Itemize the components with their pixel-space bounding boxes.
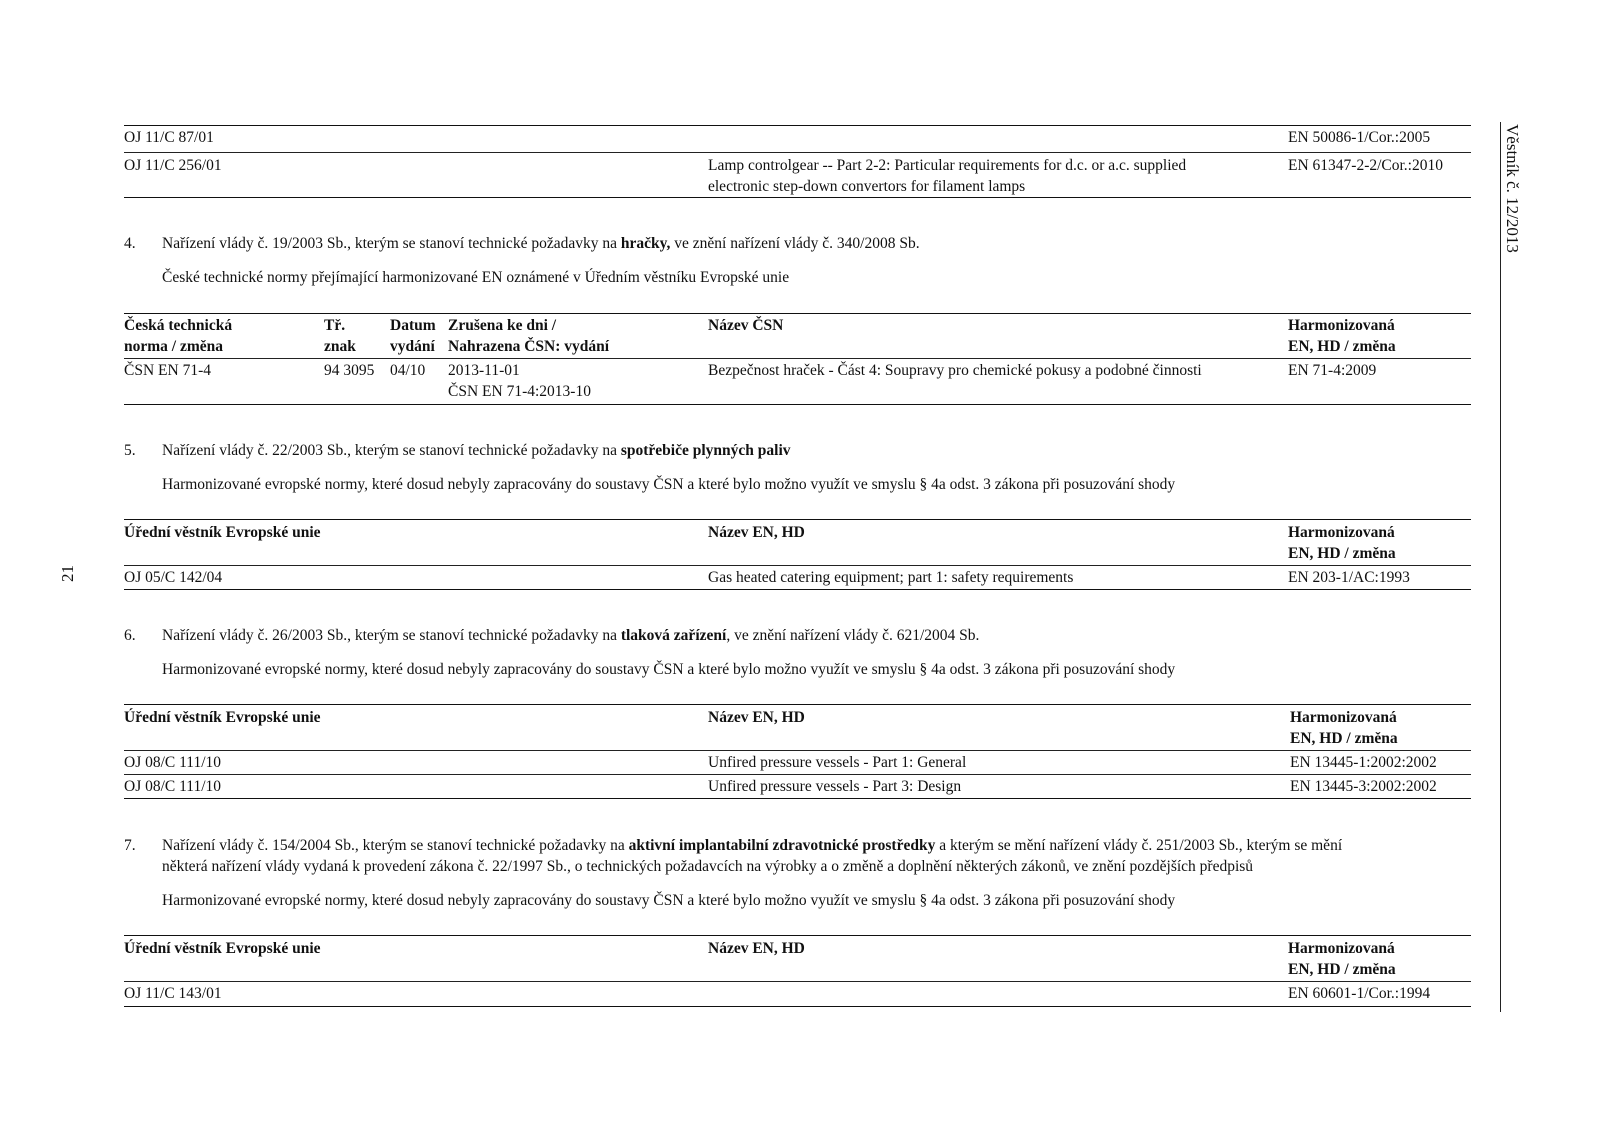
title-cell: Gas heated catering equipment; part 1: safety requirements	[708, 569, 1074, 586]
oj-cell: OJ 08/C 111/10	[124, 754, 222, 771]
table-rule	[124, 152, 1471, 153]
header-harmonizovana: Harmonizovaná	[1288, 524, 1395, 541]
section-number: 4.	[124, 235, 136, 252]
header-harmonizovana-2: EN, HD / změna	[1288, 961, 1396, 978]
header-oj: Úřední věstník Evropské unie	[124, 524, 321, 541]
section-number: 6.	[124, 627, 136, 644]
oj-cell: OJ 11/C 143/01	[124, 985, 222, 1002]
header-znak-2: znak	[324, 338, 356, 355]
title-cell: Lamp controlgear -- Part 2-2: Particular requirements for d.c. or a.c. supplied	[708, 157, 1187, 174]
heading-text: Nařízení vlády č. 154/2004 Sb., kterým se stanoví technické požadavky na	[162, 837, 629, 854]
datum-cell: 04/10	[390, 362, 426, 379]
header-oj: Úřední věstník Evropské unie	[124, 709, 321, 726]
header-nazev: Název EN, HD	[708, 524, 805, 541]
en-cell: EN 61347-2-2/Cor.:2010	[1288, 157, 1443, 174]
oj-cell: OJ 08/C 111/10	[124, 778, 222, 795]
section-number: 7.	[124, 837, 136, 854]
znak-cell: 94 3095	[324, 362, 375, 379]
table-rule	[124, 935, 1471, 936]
heading-text: Nařízení vlády č. 26/2003 Sb., kterým se stanoví technické požadavky na	[162, 627, 621, 644]
header-csn: Česká technická	[124, 317, 233, 334]
csn-cell: ČSN EN 71-4	[124, 362, 211, 379]
heading-text-post: , ve znění nařízení vlády č. 621/2004 Sb.	[726, 627, 980, 644]
section-heading	[162, 234, 920, 254]
journal-issue-label: Věstník č. 12/2013	[1503, 124, 1522, 253]
header-harmonizovana-2: EN, HD / změna	[1288, 545, 1396, 562]
header-harmonizovana: Harmonizovaná	[1290, 709, 1397, 726]
heading-bold: spotřebiče plynných paliv	[620, 442, 791, 459]
oj-cell: OJ 05/C 142/04	[124, 569, 223, 586]
title-cell: Unfired pressure vessels - Part 3: Design	[708, 778, 962, 795]
header-nazev: Název EN, HD	[708, 940, 805, 957]
header-harmonizovana-2: EN, HD / změna	[1290, 730, 1398, 747]
header-znak: Tř.	[324, 317, 346, 334]
section-heading-line2: některá nařízení vlády vydaná k provedení zákona č. 22/1997 Sb., o technických požadavcích na výrobky a o změně a doplnění některých zákonů, ve znění pozdějších předpisů	[162, 858, 1254, 875]
header-datum-2: vydání	[390, 338, 435, 355]
section-number: 5.	[124, 442, 136, 459]
heading-text: Nařízení vlády č. 22/2003 Sb., kterým se stanoví technické požadavky na	[162, 442, 621, 459]
table-rule	[124, 704, 1471, 705]
section-subtitle: Harmonizované evropské normy, které dosud nebyly zapracovány do soustavy ČSN a které bylo možno využít ve smyslu § 4a odst. 3 zákona při posuzování shody	[162, 476, 1176, 493]
heading-bold: hračky,	[620, 235, 671, 252]
en-cell: EN 60601-1/Cor.:1994	[1288, 985, 1431, 1002]
en-cell: EN 71-4:2009	[1288, 362, 1377, 379]
table-rule	[124, 774, 1471, 775]
heading-text: Nařízení vlády č. 19/2003 Sb., kterým se stanoví technické požadavky na	[162, 235, 621, 252]
table-rule	[124, 1006, 1471, 1007]
table-rule	[124, 565, 1471, 566]
header-nazev: Název EN, HD	[708, 709, 805, 726]
zrusena-cell: 2013-11-01	[448, 362, 520, 379]
header-datum: Datum	[390, 317, 436, 334]
title-cell-line2: electronic step-down convertors for filament lamps	[708, 178, 1026, 195]
heading-bold: tlaková zařízení	[620, 627, 727, 644]
en-cell: EN 13445-1:2002:2002	[1290, 754, 1437, 771]
nazev-cell: Bezpečnost hraček - Část 4: Soupravy pro chemické pokusy a podobné činnosti	[708, 362, 1202, 379]
heading-text-post: a kterým se mění nařízení vlády č. 251/2003 Sb., kterým se mění	[935, 837, 1343, 854]
heading-text-post: ve znění nařízení vlády č. 340/2008 Sb.	[670, 235, 920, 252]
en-cell: EN 13445-3:2002:2002	[1290, 778, 1437, 795]
section-heading	[162, 441, 791, 461]
title-cell: Unfired pressure vessels - Part 1: General	[708, 754, 967, 771]
table-rule	[124, 313, 1471, 314]
header-zrusena: Zrušena ke dni /	[448, 317, 557, 334]
section-heading	[162, 626, 979, 646]
header-harmonizovana: Harmonizovaná	[1288, 940, 1395, 957]
oj-cell: OJ 11/C 87/01	[124, 129, 214, 146]
table-rule	[124, 358, 1471, 359]
table-rule	[124, 981, 1471, 982]
header-nazev: Název ČSN	[708, 317, 784, 334]
section-subtitle: Harmonizované evropské normy, které dosud nebyly zapracovány do soustavy ČSN a které bylo možno využít ve smyslu § 4a odst. 3 zákona při posuzování shody	[162, 661, 1176, 678]
heading-bold: aktivní implantabilní zdravotnické prostředky	[628, 837, 936, 854]
en-cell: EN 50086-1/Cor.:2005	[1288, 129, 1431, 146]
header-csn-2: norma / změna	[124, 338, 224, 355]
table-rule	[124, 750, 1471, 751]
header-harmonizovana-2: EN, HD / změna	[1288, 338, 1396, 355]
header-zrusena-2: Nahrazena ČSN: vydání	[448, 338, 610, 355]
table-rule	[124, 125, 1471, 126]
section-subtitle: České technické normy přejímající harmonizované EN oznámené v Úředním věstníku Evropské unie	[162, 269, 790, 286]
table-rule	[124, 404, 1471, 405]
page-number: 21	[58, 565, 77, 582]
header-oj: Úřední věstník Evropské unie	[124, 940, 321, 957]
en-cell: EN 203-1/AC:1993	[1288, 569, 1410, 586]
margin-line	[1500, 122, 1501, 1012]
nahrazena-cell: ČSN EN 71-4:2013-10	[448, 383, 591, 400]
section-heading	[162, 836, 1342, 856]
table-rule	[124, 197, 1471, 198]
table-rule	[124, 589, 1471, 590]
table-rule	[124, 798, 1471, 799]
header-harmonizovana: Harmonizovaná	[1288, 317, 1395, 334]
oj-cell: OJ 11/C 256/01	[124, 157, 222, 174]
table-rule	[124, 519, 1471, 520]
section-subtitle: Harmonizované evropské normy, které dosud nebyly zapracovány do soustavy ČSN a které bylo možno využít ve smyslu § 4a odst. 3 zákona při posuzování shody	[162, 892, 1176, 909]
